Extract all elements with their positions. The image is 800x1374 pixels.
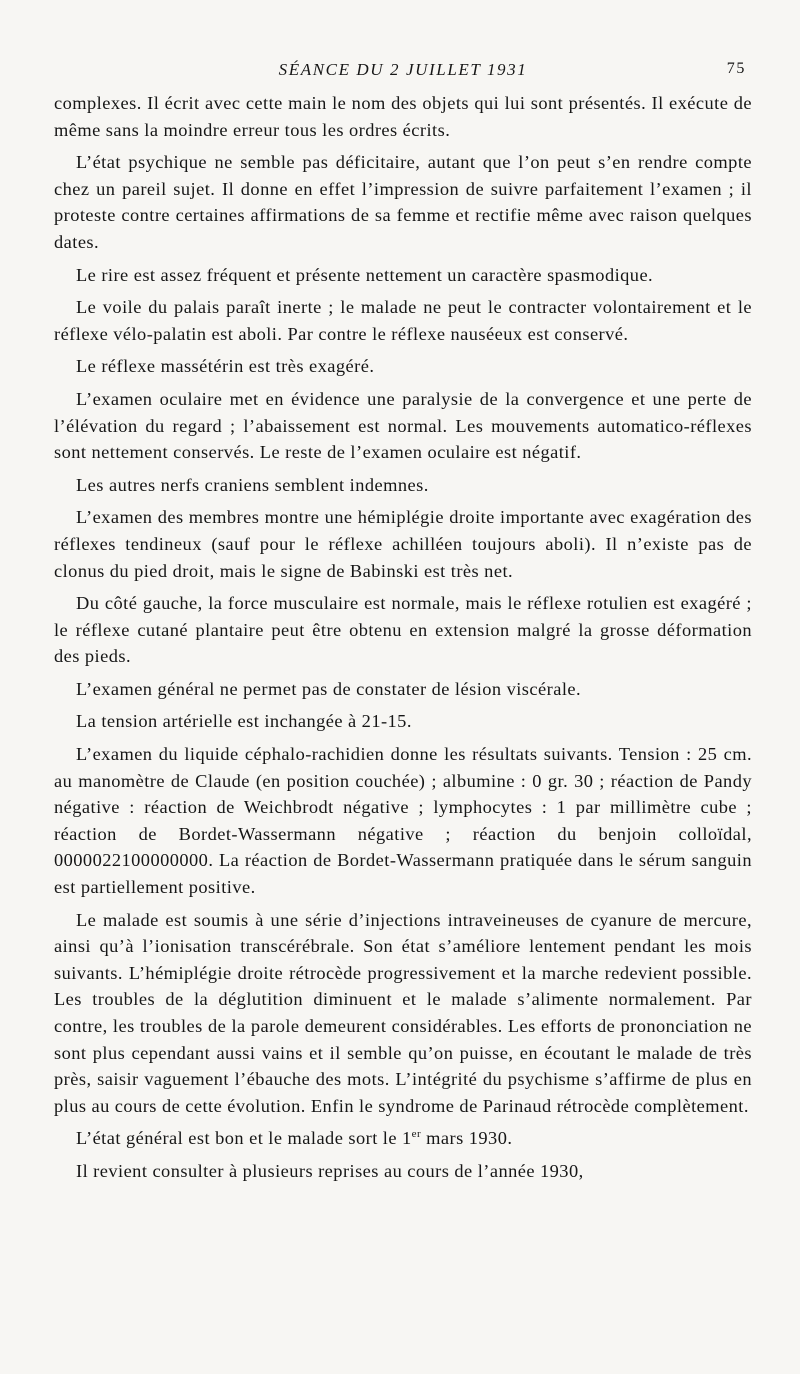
paragraph: Les autres nerfs craniens semblent indemnes.	[76, 474, 429, 495]
paragraph: Le voile du palais paraît inerte ; le malade ne peut le contracter volontairement et le réflexe vélo-palatin est aboli. Par contre le réflexe nauséeux est conservé.	[54, 297, 752, 344]
body-text	[54, 90, 752, 1185]
paragraph: L’état général est bon et le malade sort le 1er mars 1930.	[76, 1128, 513, 1149]
paragraph: L’examen des membres montre une hémiplégie droite importante avec exagération des réflexes tendineux (sauf pour le réflexe achilléen toujours aboli). Il n’existe pas de clonus du pied droit, mais le signe de Babinski est très net.	[54, 507, 752, 581]
paragraph: L’examen général ne permet pas de constater de lésion viscérale.	[76, 678, 582, 699]
page-number: 75	[726, 60, 746, 77]
paragraph: Le réflexe massétérin est très exagéré.	[76, 356, 375, 377]
page-header	[54, 60, 752, 90]
paragraph: L’examen oculaire met en évidence une paralysie de la convergence et une perte de l’élévation du regard ; l’abaissement est normal. Les mouvements automatico-réflexes sont nettement conservés. Le reste de l’examen oculaire est négatif.	[54, 388, 752, 463]
paragraph: Il revient consulter à plusieurs reprises au cours de l’année 1930,	[76, 1160, 584, 1181]
running-title: SÉANCE DU 2 JUILLET 1931	[278, 60, 528, 79]
paragraph: Le malade est soumis à une série d’injections intraveineuses de cyanure de mercure, ainsi qu’à l’ionisation transcérébrale. Son état s’améliore lentement pendant les mois suivants. L’hémiplégie droite rétrocède progressivement et la marche redevient possible. Les troubles de la déglutition diminuent et le malade s’alimente normalement. Par contre, les troubles de la parole demeurent considérables. Les efforts de prononciation ne sont plus cependant aussi vains et il semble qu’on puisse, en écoutant le malade de très près, saisir vaguement l’ébauche des mots. L’intégrité du psychisme s’affirme de plus en plus au cours de cette évolution. Enfin le syndrome de Parinaud rétrocède complètement.	[54, 909, 752, 1116]
paragraph: complexes. Il écrit avec cette main le nom des objets qui lui sont présentés. Il exécute de même sans la moindre erreur tous les ordres écrits.	[54, 93, 752, 140]
paragraph: L’état psychique ne semble pas déficitaire, autant que l’on peut s’en rendre compte chez un pareil sujet. Il donne en effet l’impression de suivre parfaitement l’examen ; il proteste contre certaines affirmations de sa femme et rectifie même avec raison quelques dates.	[54, 152, 752, 252]
paragraph: La tension artérielle est inchangée à 21-15.	[76, 711, 412, 732]
paragraph: Du côté gauche, la force musculaire est normale, mais le réflexe rotulien est exagéré ; le réflexe cutané plantaire peut être obtenu en extension malgré la grosse déformation des pieds.	[54, 593, 752, 667]
paragraph: Le rire est assez fréquent et présente nettement un caractère spasmodique.	[76, 264, 654, 285]
paragraph: L’examen du liquide céphalo-rachidien donne les résultats suivants. Tension : 25 cm. au manomètre de Claude (en position couchée) ; albumine : 0 gr. 30 ; réaction de Pandy négative : réaction de Weichbrodt négative ; lymphocytes : 1 par millimètre cube ; réaction de Bordet-Wassermann négative ; réaction du benjoin colloïdal, 0000022100000000. La réaction de Bordet-Wassermann pratiquée dans le sérum sanguin est partiellement positive.	[54, 744, 752, 898]
